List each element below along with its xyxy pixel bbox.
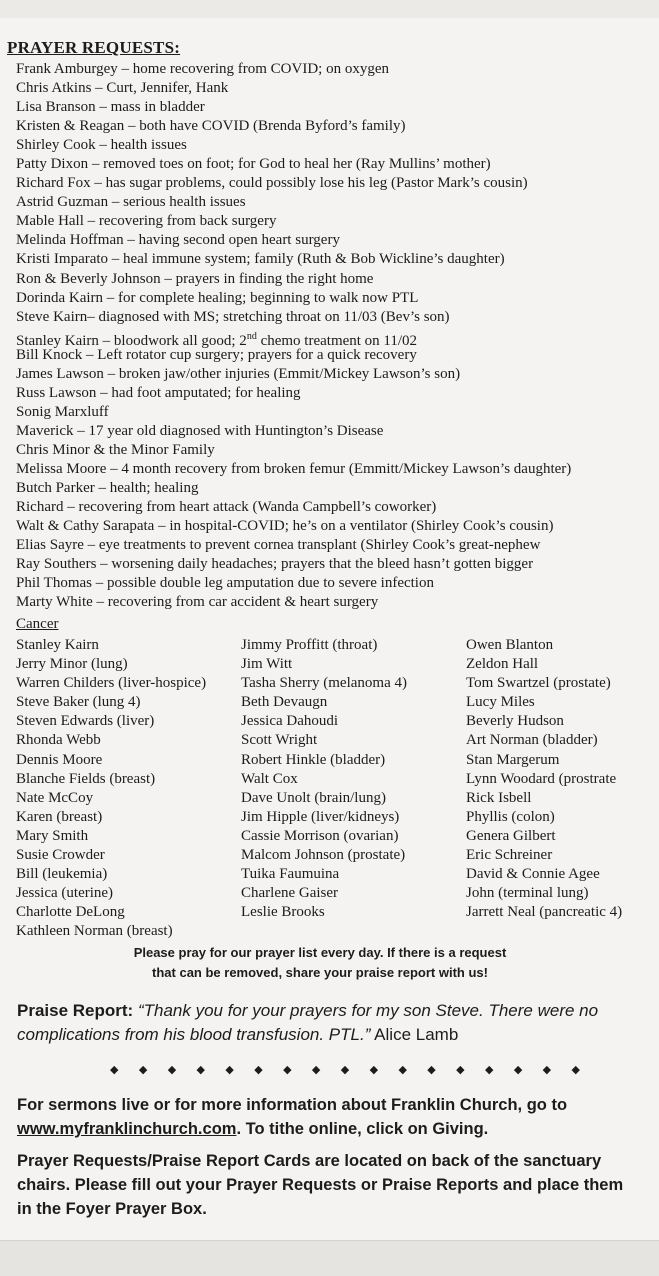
pray-note [0,943,640,983]
prayer-request-item: Melinda Hoffman – having second open heart surgery [16,232,340,249]
prayer-request-item: Chris Atkins – Curt, Jennifer, Hank [16,80,229,97]
cancer-list-item: Stan Margerum [466,751,560,768]
prayer-request-item: Dorinda Kairn – for complete healing; beginning to walk now PTL [16,289,419,306]
cancer-list-column-3 [466,636,622,922]
cancer-list-item: Steven Edwards (liver) [16,713,155,730]
prayer-request-item: Butch Parker – health; healing [16,480,199,497]
cancer-list-item: Steve Baker (lung 4) [16,694,141,711]
prayer-request-item: Ray Southers – worsening daily headaches; prayers that the bleed hasn’t gotten bigger [16,556,534,573]
diamond-icon: ◆ [513,1064,523,1076]
cancer-list-item: Dave Unolt (brain/lung) [241,789,386,806]
pray-note-line-2: that can be removed, share your praise report with us! [152,965,488,980]
cancer-list-item: David & Connie Agee [466,866,600,883]
prayer-request-item: Melissa Moore – 4 month recovery from broken femur (Emmitt/Mickey Lawson’s daughter) [16,460,572,477]
prayer-request-item: Patty Dixon – removed toes on foot; for God to heal her (Ray Mullins’ mother) [16,156,491,173]
diamond-icon: ◆ [110,1064,119,1076]
prayer-request-item: James Lawson – broken jaw/other injuries (Emmit/Mickey Lawson’s son) [16,365,461,382]
prayer-request-item: Bill Knock – Left rotator cup surgery; prayers for a quick recovery [16,346,417,363]
praise-quote: “Thank you for your prayers for my son Steve. There were no complications from his blood transfusion. PTL.” [17,1001,599,1044]
bottom-edge [0,1240,659,1276]
cancer-list-item: Jarrett Neal (pancreatic 4) [466,904,623,921]
cancer-list-item: Cassie Morrison (ovarian) [241,827,399,844]
cancer-list-item: Jessica Dahoudi [241,713,339,730]
prayer-request-item: Walt & Cathy Sarapata – in hospital-COVID; he’s on a ventilator (Shirley Cook’s cousin) [16,518,554,535]
diamond-icon: ◆ [225,1064,234,1076]
info-paragraph [17,1093,639,1141]
prayer-request-item: Stanley Kairn – bloodwork all good; 2nd chemo treatment on 11/02 [16,330,418,349]
prayer-request-item: Ron & Beverly Johnson – prayers in finding the right home [16,270,374,287]
cancer-list-item: John (terminal lung) [466,885,589,902]
cancer-list-item: Beverly Hudson [466,713,564,730]
pray-note-line-1: Please pray for our prayer list every day. If there is a request [133,945,507,960]
cancer-list-item: Nate McCoy [16,789,94,806]
cancer-list-item: Scott Wright [241,732,318,749]
diamond-icon: ◆ [311,1064,321,1076]
prayer-request-item: Elias Sayre – eye treatments to prevent cornea transplant (Shirley Cook’s great-nephew [16,537,541,554]
praise-label: Praise Report: [17,1001,134,1020]
cancer-list-item: Eric Schreiner [466,847,553,864]
cancer-list-item: Jimmy Proffitt (throat) [241,637,378,653]
cancer-list-item: Genera Gilbert [466,827,556,844]
cancer-list-item: Leslie Brooks [241,904,325,921]
info-text-tail: . To tithe online, click on Giving. [236,1120,489,1138]
praise-report [17,999,639,1047]
cancer-list-item: Tuika Faumuina [241,866,340,883]
cancer-list-item: Zeldon Hall [466,656,539,673]
cancer-list-item: Susie Crowder [16,847,105,864]
cancer-list-item: Jerry Minor (lung) [16,656,128,673]
cancer-list-column-1 [16,636,206,942]
cancer-list-item: Jessica (uterine) [16,885,114,902]
diamond-icon: ◆ [138,1064,148,1076]
diamond-icon: ◆ [340,1064,350,1076]
cancer-list-item: Lucy Miles [466,694,535,711]
cancer-list-item: Blanche Fields (breast) [16,770,156,787]
prayer-request-item: Kristi Imparato – heal immune system; family (Ruth & Bob Wickline’s daughter) [16,251,505,268]
cards-paragraph: Prayer Requests/Praise Report Cards are located on back of the sanctuary chairs. Please fill out your Prayer Requests or Praise Reports and place them in the Foyer Prayer Box. [17,1152,624,1218]
prayer-requests-heading: PRAYER REQUESTS: [7,38,181,57]
prayer-request-item: Russ Lawson – had foot amputated; for healing [16,384,301,401]
prayer-request-item: Lisa Branson – mass in bladder [16,99,205,116]
diamond-icon: ◆ [283,1064,292,1076]
prayer-request-item: Chris Minor & the Minor Family [16,441,215,458]
prayer-request-item: Richard – recovering from heart attack (Wanda Campbell’s coworker) [16,499,437,516]
prayer-request-item: Kristen & Reagan – both have COVID (Brenda Byford’s family) [16,118,406,135]
diamond-icon: ◆ [542,1064,552,1076]
website-link[interactable]: www.myfranklinchurch.com [17,1120,237,1138]
prayer-request-item: Phil Thomas – possible double leg amputation due to severe infection [16,575,434,592]
diamond-icon: ◆ [571,1064,580,1076]
cancer-list-item: Jim Hipple (liver/kidneys) [241,808,400,825]
cancer-list-item: Kathleen Norman (breast) [16,923,173,940]
prayer-request-item: Mable Hall – recovering from back surgery [16,213,277,230]
prayer-request-item: Astrid Guzman – serious health issues [16,194,246,211]
cancer-list-item: Dennis Moore [16,751,103,768]
diamond-icon: ◆ [456,1064,465,1076]
praise-author: Alice Lamb [374,1025,459,1044]
top-edge [0,0,659,18]
prayer-request-item: Shirley Cook – health issues [16,137,187,154]
diamond-icon: ◆ [427,1064,436,1076]
prayer-request-list [16,60,571,612]
cancer-list-item: Karen (breast) [16,808,103,825]
cancer-list-item: Lynn Woodard (prostrate [466,770,617,787]
cancer-list-item: Charlene Gaiser [241,885,339,902]
cancer-list-item: Malcom Johnson (prostate) [241,847,406,864]
diamond-icon: ◆ [196,1064,205,1076]
cancer-list-item: Stanley Kairn [16,637,99,653]
cancer-list-column-2 [241,636,407,922]
cancer-list-item: Jim Witt [241,656,293,673]
diamond-icon: ◆ [484,1064,494,1076]
diamond-icon: ◆ [167,1064,177,1076]
cancer-list-item: Tom Swartzel (prostate) [466,675,611,692]
cancer-list-item: Rick Isbell [466,789,532,806]
cancer-list-item: Warren Childers (liver-hospice) [16,675,207,692]
prayer-request-item: Frank Amburgey – home recovering from COVID; on oxygen [16,61,389,77]
prayer-request-item: Maverick – 17 year old diagnosed with Huntington’s Disease [16,422,384,439]
prayer-request-item: Marty White – recovering from car accident & heart surgery [16,594,379,611]
diamond-icon: ◆ [398,1064,407,1076]
diamond-icon: ◆ [254,1064,263,1076]
cancer-list-item: Bill (leukemia) [16,866,108,883]
cancer-list-item: Walt Cox [241,770,298,787]
cancer-list-item: Charlotte DeLong [16,904,125,921]
prayer-request-item: Richard Fox – has sugar problems, could possibly lose his leg (Pastor Mark’s cousin) [16,175,528,192]
info-text: For sermons live or for more information about Franklin Church, go to [17,1096,568,1114]
cancer-list-item: Robert Hinkle (bladder) [241,751,386,768]
cancer-list-item: Phyllis (colon) [466,808,555,825]
cancer-list-item: Owen Blanton [466,637,554,653]
cancer-list-item: Beth Devaugn [241,694,328,711]
prayer-request-item: Steve Kairn– diagnosed with MS; stretching throat on 11/03 (Bev’s son) [16,308,450,325]
cancer-list-item: Tasha Sherry (melanoma 4) [241,675,407,692]
prayer-request-item: Sonig Marxluff [16,403,109,420]
diamond-icon: ◆ [369,1064,379,1076]
cancer-list-item: Art Norman (bladder) [466,732,598,749]
diamond-divider [110,1063,580,1076]
cancer-list-item: Mary Smith [16,827,89,844]
cancer-heading: Cancer [16,616,59,632]
cancer-list-item: Rhonda Webb [16,732,101,749]
